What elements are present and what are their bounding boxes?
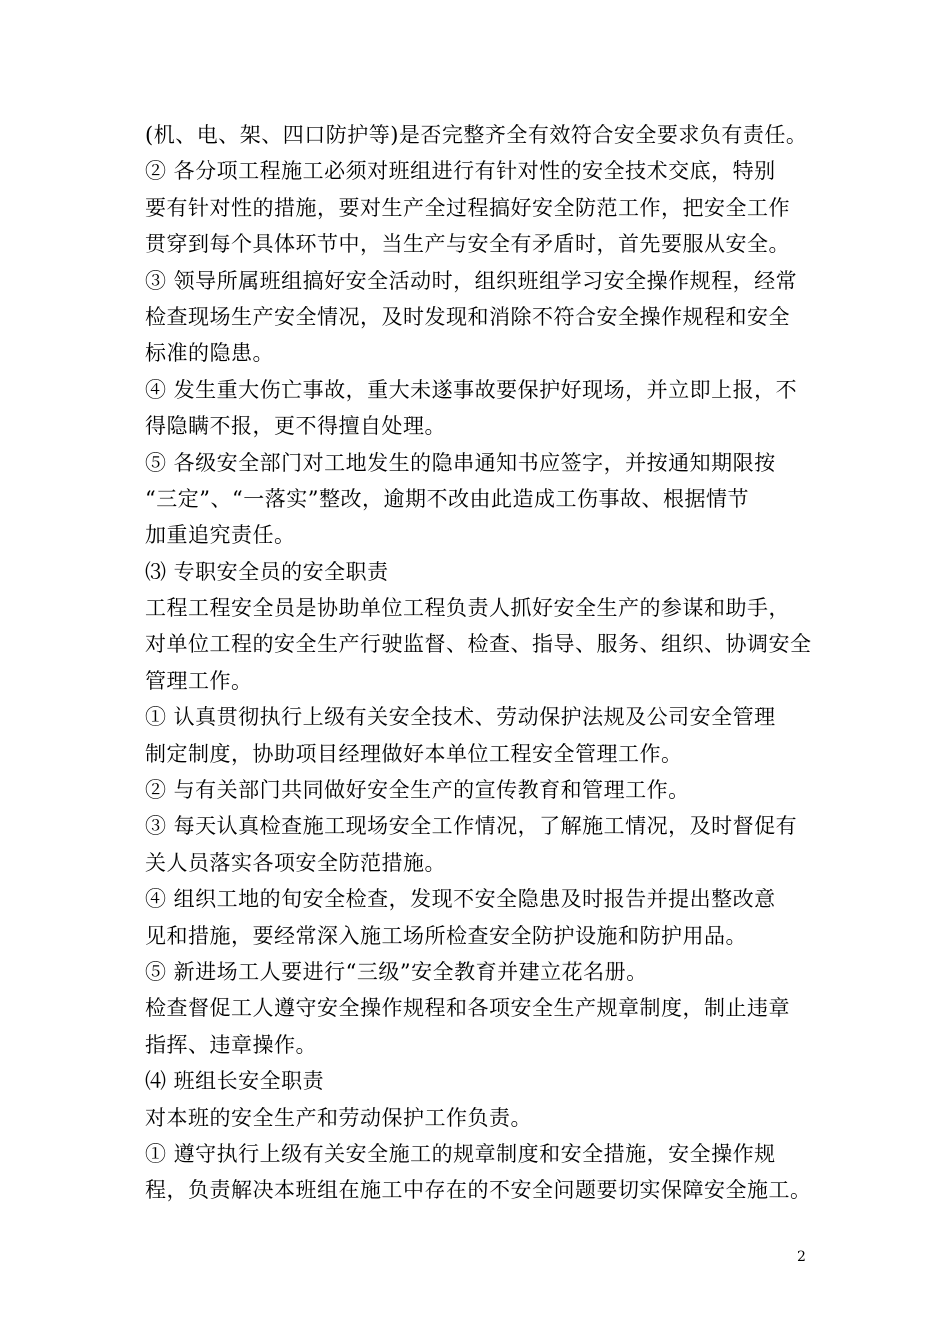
text-line: ③ 领导所属班组搞好安全活动时，组织班组学习安全操作规程，经常	[145, 268, 798, 293]
text-line: ④ 组织工地的旬安全检查，发现不安全隐患及时报告并提出整改意	[145, 887, 776, 912]
text-line: ⑶ 专职安全员的安全职责	[145, 559, 389, 584]
text-line: 加重追究责任。	[145, 523, 296, 548]
text-line: 检查现场生产安全情况，及时发现和消除不符合安全操作规程和安全	[145, 304, 790, 329]
text-line: ② 与有关部门共同做好安全生产的宣传教育和管理工作。	[145, 778, 690, 803]
text-line: 要有针对性的措施，要对生产全过程搞好安全防范工作，把安全工作	[145, 195, 790, 220]
text-line: 标准的隐患。	[145, 341, 274, 366]
text-line: 对单位工程的安全生产行驶监督、检查、指导、服务、组织、协调安全	[145, 632, 812, 657]
text-line: 程，负责解决本班组在施工中存在的不安全问题要切实保障安全施工。	[145, 1178, 812, 1203]
page-number: 2	[797, 1249, 806, 1265]
text-line: 制定制度，协助项目经理做好本单位工程安全管理工作。	[145, 741, 683, 766]
text-line: “三定”、“一落实”整改，逾期不改由此造成工伤事故、根据情节	[145, 486, 749, 511]
text-line: ① 遵守执行上级有关安全施工的规章制度和安全措施，安全操作规	[145, 1141, 776, 1166]
text-line: ② 各分项工程施工必须对班组进行有针对性的安全技术交底，特别	[145, 159, 776, 184]
text-line: 指挥、违章操作。	[145, 1032, 317, 1057]
text-line: 关人员落实各项安全防范措施。	[145, 850, 446, 875]
document-body	[145, 117, 825, 1209]
text-line: 贯穿到每个具体环节中，当生产与安全有矛盾时，首先要服从安全。	[145, 232, 790, 257]
text-line: ⑷ 班组长安全职责	[145, 1069, 325, 1094]
text-line: ⑤ 各级安全部门对工地发生的隐串通知书应签字，并按通知期限按	[145, 450, 776, 475]
text-line: ① 认真贯彻执行上级有关安全技术、劳动保护法规及公司安全管理	[145, 705, 776, 730]
text-line: ③ 每天认真检查施工现场安全工作情况，了解施工情况，及时督促有	[145, 814, 798, 839]
text-line: (机、电、架、四口防护等)是否完整齐全有效符合安全要求负有责任。	[145, 123, 808, 147]
text-line: ④ 发生重大伤亡事故，重大未遂事故要保护好现场，并立即上报，不	[145, 377, 798, 402]
text-line: 对本班的安全生产和劳动保护工作负责。	[145, 1105, 532, 1130]
text-line: 得隐瞒不报，更不得擅自处理。	[145, 414, 446, 439]
text-line: 见和措施，要经常深入施工场所检查安全防护设施和防护用品。	[145, 923, 747, 948]
text-line: ⑤ 新进场工人要进行“三级”安全教育并建立花名册。	[145, 959, 648, 984]
text-line: 管理工作。	[145, 668, 253, 693]
text-line: 检查督促工人遵守安全操作规程和各项安全生产规章制度，制止违章	[145, 996, 790, 1021]
text-line: 工程工程安全员是协助单位工程负责人抓好安全生产的参谋和助手，	[145, 596, 790, 621]
